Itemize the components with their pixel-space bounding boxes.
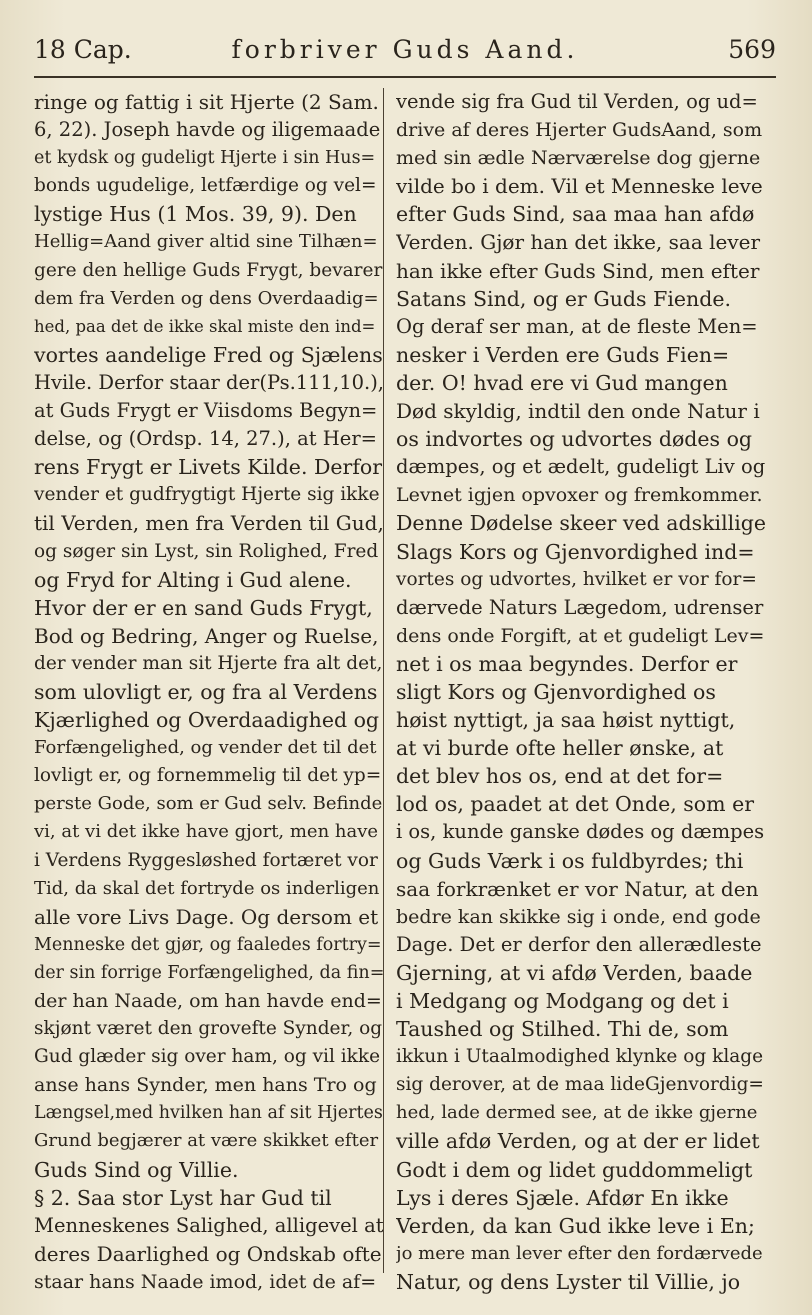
text-line: lovligt er, og fornemmelig til det yp= (34, 765, 382, 787)
text-line: Død skyldig, indtil den onde Natur i (396, 399, 760, 424)
text-line: vilde bo i dem. Vil et Menneske leve (396, 174, 763, 199)
text-line: Længsel,med hvilken han af sit Hjertes (34, 1103, 383, 1124)
text-line: Verden, da kan Gud ikke leve i En; (396, 1213, 755, 1238)
text-line: dærvede Naturs Lægedom, udrenser (396, 595, 764, 619)
page-header (34, 32, 776, 72)
text-line: Grund begjærer at være skikket efter (34, 1130, 379, 1152)
text-line: der. O! hvad ere vi Gud mangen (396, 370, 728, 395)
column-divider (383, 88, 384, 1273)
text-line: os indvortes og udvortes dødes og (396, 427, 753, 452)
text-line: staar hans Naade imod, idet de af= (34, 1270, 377, 1293)
text-line: anse hans Synder, men hans Tro og (34, 1074, 377, 1097)
text-line: Menneske det gjør, og faaledes fortry= (34, 934, 382, 955)
text-line: § 2. Saa stor Lyst har Gud til (34, 1185, 332, 1210)
text-line: saa forkrænket er vor Natur, at den (396, 876, 759, 901)
text-line: høist nyttigt, ja saa høist nyttigt, (396, 708, 736, 733)
text-line: ringe og fattig i sit Hjerte (2 Sam. (34, 90, 379, 114)
text-line: lystige Hus (1 Mos. 39, 9). Den (34, 202, 357, 227)
text-line: dæmpes, og et ædelt, gudeligt Liv og (396, 455, 766, 479)
text-line: vortes aandelige Fred og Sjælens (34, 342, 383, 367)
text-line: og søger sin Lyst, sin Rolighed, Fred (34, 540, 379, 562)
text-line: Satans Sind, og er Guds Fiende. (396, 286, 731, 311)
text-line: sligt Kors og Gjenvordighed os (396, 679, 716, 704)
text-line: det blev hos os, end at det for= (396, 764, 724, 789)
text-line: bedre kan skikke sig i onde, end gode (396, 905, 761, 928)
text-line: vender et gudfrygtigt Hjerte sig ikke (34, 484, 380, 506)
chapter-label: 18 Cap. (34, 35, 132, 64)
text-line: Levnet igjen opvoxer og fremkommer. (396, 484, 763, 507)
text-line: Bod og Bedring, Anger og Ruelse, (34, 623, 379, 648)
text-line: Godt i dem og lidet guddommeligt (396, 1157, 753, 1182)
text-line: hed, lade dermed see, at de ikke gjerne (396, 1102, 758, 1124)
text-line: sig derover, at de maa lideGjenvordig= (396, 1074, 764, 1096)
text-line: Lys i deres Sjæle. Afdør En ikke (396, 1185, 729, 1210)
text-line: Gud glæder sig over ham, og vil ikke (34, 1046, 381, 1068)
text-line: der vender man sit Hjerte fra alt det, (34, 652, 383, 674)
text-line: Og deraf ser man, at de fleste Men= (396, 314, 758, 338)
text-line: dem fra Verden og dens Overdaadig= (34, 287, 379, 309)
text-line: Hellig=Aand giver altid sine Tilhæn= (34, 231, 378, 253)
text-line: Menneskenes Salighed, alligevel at (34, 1213, 384, 1237)
text-line: Hvile. Derfor staar der(Ps.111,10.), (34, 370, 384, 394)
text-line: jo mere man lever efter den fordærvede (396, 1242, 763, 1264)
text-line: i Verdens Ryggesløshed fortæret vor (34, 849, 378, 871)
text-line: alle vore Livs Dage. Og dersom et (34, 904, 379, 929)
text-line: dens onde Forgift, at et gudeligt Lev= (396, 624, 765, 647)
left-text-column (34, 88, 384, 1296)
text-line: vi, at vi det ikke have gjort, men have (34, 821, 379, 843)
running-title: forbriver Guds Aand. (231, 35, 579, 64)
text-line: at Guds Frygt er Viisdoms Begyn= (34, 399, 378, 423)
text-line: og Guds Værk i os fuldbyrdes; thi (396, 848, 744, 873)
text-line: han ikke efter Guds Sind, men efter (396, 258, 760, 283)
text-line: til Verden, men fra Verden til Gud, (34, 511, 384, 536)
text-line: drive af deres Hjerter GudsAand, som (396, 119, 763, 142)
text-line: med sin ædle Nærværelse dog gjerne (396, 147, 761, 170)
text-line: Dage. Det er derfor den allerædleste (396, 932, 762, 956)
text-line: i Medgang og Modgang og det i (396, 989, 729, 1013)
text-line: net i os maa begyndes. Derfor er (396, 651, 738, 676)
text-line: at vi burde ofte heller ønske, at (396, 736, 724, 761)
text-line: der han Naade, om han havde end= (34, 990, 382, 1012)
text-line: Tid, da skal det fortryde os inderligen (34, 877, 380, 899)
text-line: delse, og (Ordsp. 14, 27.), at Her= (34, 427, 378, 451)
text-line: vortes og udvortes, hvilket er vor for= (396, 568, 757, 590)
text-line: gere den hellige Guds Frygt, bevarer (34, 259, 383, 281)
text-line: perste Gode, som er Gud selv. Befinde (34, 793, 383, 815)
text-line: Forfængelighed, og vender det til det (34, 737, 377, 759)
text-line: et kydsk og gudeligt Hjerte i sin Hus= (34, 148, 376, 169)
text-line: skjønt været den grovefte Synder, og (34, 1018, 383, 1040)
page-number: 569 (728, 35, 776, 64)
text-line: ville afdø Verden, og at der er lidet (396, 1129, 760, 1154)
text-line: deres Daarlighed og Ondskab ofte (34, 1241, 382, 1266)
text-line: bonds ugudelige, letfærdige og vel= (34, 175, 377, 197)
text-line: ikkun i Utaalmodighed klynke og klage (396, 1046, 764, 1068)
text-line: som ulovligt er, og fra al Verdens (34, 679, 378, 704)
text-line: Taushed og Stilhed. Thi de, som (396, 1017, 729, 1042)
text-line: Guds Sind og Villie. (34, 1157, 239, 1182)
text-line: vende sig fra Gud til Verden, og ud= (396, 90, 758, 113)
text-line: Kjærlighed og Overdaadighed og (34, 708, 380, 733)
text-line: nesker i Verden ere Guds Fien= (396, 342, 730, 367)
text-line: efter Guds Sind, saa maa han afdø (396, 202, 755, 227)
text-line: rens Frygt er Livets Kilde. Derfor (34, 455, 383, 480)
header-rule (34, 76, 776, 78)
text-line: Natur, og dens Lyster til Villie, jo (396, 1269, 741, 1294)
text-line: og Fryd for Alting i Gud alene. (34, 567, 352, 592)
text-line: i os, kunde ganske dødes og dæmpes (396, 820, 765, 844)
text-line: Slags Kors og Gjenvordighed ind= (396, 539, 755, 564)
text-line: lod os, paadet at det Onde, som er (396, 792, 755, 817)
text-line: der sin forrige Forfængelighed, da fin= (34, 962, 384, 983)
text-line: Hvor der er en sand Guds Frygt, (34, 595, 373, 620)
text-line: Denne Dødelse skeer ved adskillige (396, 511, 766, 536)
text-line: Gjerning, at vi afdø Verden, baade (396, 960, 753, 985)
text-line: hed, paa det de ikke skal miste den ind= (34, 316, 376, 336)
right-text-column (396, 88, 766, 1296)
text-line: Verden. Gjør han det ikke, saa lever (396, 230, 761, 255)
text-line: 6, 22). Joseph havde og iligemaade (34, 118, 381, 142)
